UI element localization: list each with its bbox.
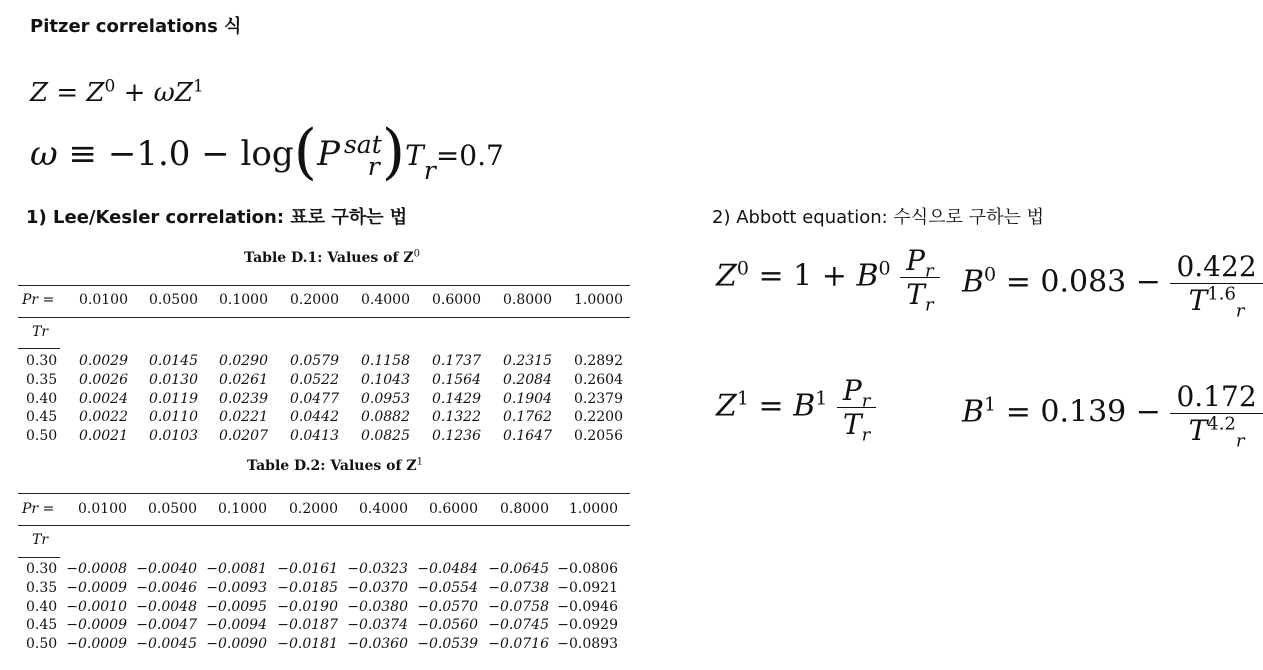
table-cell: −0.0921 — [557, 579, 618, 596]
row-tr-value: 0.40 — [26, 390, 58, 407]
table-caption-sup: 0 — [413, 248, 420, 260]
table-cell: 0.1158 — [361, 353, 410, 369]
pr-label: Pr = — [22, 292, 55, 308]
table-cell: 0.0021 — [79, 428, 128, 445]
row-tr-value: 0.40 — [26, 598, 58, 615]
table-cell: −0.0048 — [136, 598, 197, 615]
table-cell: 0.0103 — [149, 428, 198, 445]
table-cell: 0.0579 — [290, 353, 339, 369]
table-cell: 0.2056 — [574, 428, 623, 445]
table-cell: 0.2084 — [503, 371, 552, 388]
fraction-b0: $\frac{0.422}{T^{1.6}_r}$ — [1170, 250, 1262, 317]
row-tr-value: 0.35 — [26, 371, 58, 388]
table-cell: −0.0187 — [277, 617, 338, 634]
table-cell: −0.0806 — [557, 561, 618, 577]
left-paren: ( — [293, 117, 318, 187]
table-top-rule — [18, 493, 630, 494]
column-header: 0.0500 — [148, 501, 197, 517]
table-cell: −0.0185 — [277, 579, 338, 596]
column-header: 0.2000 — [290, 292, 339, 308]
row-tr-value: 0.50 — [26, 428, 58, 445]
table-cell: −0.0380 — [347, 598, 408, 615]
table-cell: 0.0029 — [79, 353, 128, 369]
table-cell: −0.0929 — [557, 617, 618, 634]
table-cell: −0.0745 — [488, 617, 549, 634]
table-cell: −0.0645 — [488, 561, 549, 577]
table-cell: 0.1762 — [503, 409, 552, 426]
section-lee-kesler-title: 1) Lee/Kesler correlation: 표로 구하는 법 — [26, 207, 408, 228]
table-cell: −0.0181 — [277, 636, 338, 653]
table-cell: −0.0009 — [66, 636, 127, 653]
table-caption — [244, 250, 420, 266]
row-tr-value: 0.35 — [26, 579, 58, 596]
row-tr-value: 0.30 — [26, 353, 58, 369]
column-header: 0.6000 — [429, 501, 478, 517]
table-cell: 0.1904 — [503, 390, 552, 407]
table-cell: 0.2892 — [574, 353, 623, 369]
table-cell: 0.2604 — [574, 371, 623, 388]
tr-label: Tr — [32, 324, 49, 340]
table-cell: −0.0946 — [557, 598, 618, 615]
psat-stack: sat r — [343, 129, 382, 181]
column-header: 0.0500 — [149, 292, 198, 308]
column-header: 0.0100 — [79, 292, 128, 308]
table-cell: 0.1429 — [432, 390, 481, 407]
table-caption-sup: 1 — [416, 456, 423, 468]
table-cell: 0.0110 — [149, 409, 198, 426]
row-tr-value: 0.30 — [26, 561, 58, 577]
column-header: 0.0100 — [78, 501, 127, 517]
column-header: 0.8000 — [500, 501, 549, 517]
abbott-equation-b0: $B^0 = 0.083$ − $\frac{0.422}{T^{1.6}_r}$ — [962, 250, 1263, 317]
table-cell: −0.0190 — [277, 598, 338, 615]
column-header: 0.6000 — [432, 292, 481, 308]
table-cell: −0.0484 — [417, 561, 478, 577]
table-cell: −0.0046 — [136, 579, 197, 596]
table-cell: 0.0022 — [79, 409, 128, 426]
column-header: 0.1000 — [218, 501, 267, 517]
table-cell: 0.0119 — [149, 390, 198, 407]
pitzer-equation-omega: ω ≡ −1.0 − log(P sat r )$T_r=0.7$ — [30, 117, 504, 187]
row-tr-value: 0.45 — [26, 409, 58, 426]
table-cell: −0.0009 — [66, 617, 127, 634]
tr-underline — [18, 348, 60, 349]
abbott-equation-z1: $Z^1 = B^1$ $\frac{P_r}{T_r}$ — [716, 374, 876, 441]
column-header: 0.1000 — [219, 292, 268, 308]
column-header: 1.0000 — [569, 501, 618, 517]
table-cell: −0.0161 — [277, 561, 338, 577]
table-caption-text: Table D.1: Values of Z — [244, 250, 414, 266]
table-cell: 0.0477 — [290, 390, 339, 407]
table-cell: −0.0554 — [417, 579, 478, 596]
table-cell: 0.0522 — [290, 371, 339, 388]
tr-underline — [18, 557, 60, 558]
table-cell: −0.0570 — [417, 598, 478, 615]
table-cell: 0.0261 — [219, 371, 268, 388]
page-title: Pitzer correlations 식 — [30, 16, 242, 37]
table-cell: 0.2200 — [574, 409, 623, 426]
table-cell: 0.0290 — [219, 353, 268, 369]
abbott-equation-z0: $Z^0 = 1 + B^0$ $\frac{P_r}{T_r}$ — [716, 244, 940, 311]
table-cell: 0.0207 — [219, 428, 268, 445]
table-header-rule — [18, 317, 630, 318]
table-caption — [247, 458, 423, 474]
table-header-rule — [18, 525, 630, 526]
table-cell: −0.0374 — [347, 617, 408, 634]
table-cell: 0.0953 — [361, 390, 410, 407]
table-cell: −0.0370 — [347, 579, 408, 596]
table-cell: −0.0081 — [206, 561, 267, 577]
table-cell: 0.0221 — [219, 409, 268, 426]
table-cell: −0.0094 — [206, 617, 267, 634]
table-cell: 0.1564 — [432, 371, 481, 388]
fraction-pr-tr: $\frac{P_r}{T_r}$ — [900, 244, 939, 311]
pitzer-equation-z: $Z = Z^0 + \omega Z^1$ — [30, 76, 204, 108]
table-cell: 0.1647 — [503, 428, 552, 445]
table-cell: −0.0360 — [347, 636, 408, 653]
table-cell: 0.1322 — [432, 409, 481, 426]
table-cell: −0.0095 — [206, 598, 267, 615]
table-cell: 0.0145 — [149, 353, 198, 369]
table-cell: −0.0539 — [417, 636, 478, 653]
column-header: 0.4000 — [361, 292, 410, 308]
fraction-b1: $\frac{0.172}{T^{4.2}_r}$ — [1170, 380, 1262, 447]
table-cell: −0.0738 — [488, 579, 549, 596]
table-cell: 0.0442 — [290, 409, 339, 426]
table-cell: −0.0010 — [66, 598, 127, 615]
table-cell: −0.0560 — [417, 617, 478, 634]
table-cell: −0.0040 — [136, 561, 197, 577]
table-cell: −0.0758 — [488, 598, 549, 615]
table-cell: −0.0090 — [206, 636, 267, 653]
table-cell: −0.0045 — [136, 636, 197, 653]
row-tr-value: 0.50 — [26, 636, 58, 653]
table-cell: 0.0882 — [361, 409, 410, 426]
tr-label: Tr — [32, 532, 49, 548]
table-cell: 0.0825 — [361, 428, 410, 445]
table-top-rule — [18, 285, 630, 286]
table-cell: −0.0047 — [136, 617, 197, 634]
table-cell: −0.0323 — [347, 561, 408, 577]
table-cell: 0.0413 — [290, 428, 339, 445]
row-tr-value: 0.45 — [26, 617, 58, 634]
column-header: 0.4000 — [359, 501, 408, 517]
section-abbott-title: 2) Abbott equation: 수식으로 구하는 법 — [712, 207, 1044, 228]
table-cell: −0.0008 — [66, 561, 127, 577]
table-cell: 0.0024 — [79, 390, 128, 407]
table-cell: 0.1043 — [361, 371, 410, 388]
table-cell: −0.0893 — [557, 636, 618, 653]
pr-label: Pr = — [22, 501, 55, 517]
table-caption-text: Table D.2: Values of Z — [247, 458, 417, 474]
table-cell: 0.2379 — [574, 390, 623, 407]
fraction-pr-tr-2: $\frac{P_r}{T_r}$ — [837, 374, 876, 441]
table-cell: −0.0009 — [66, 579, 127, 596]
abbott-equation-b1: $B^1 = 0.139$ − $\frac{0.172}{T^{4.2}_r}$ — [962, 380, 1263, 447]
table-cell: 0.1236 — [432, 428, 481, 445]
table-cell: 0.0026 — [79, 371, 128, 388]
right-paren: ) — [381, 117, 406, 187]
table-cell: 0.0130 — [149, 371, 198, 388]
table-cell: 0.0239 — [219, 390, 268, 407]
column-header: 1.0000 — [574, 292, 623, 308]
column-header: 0.8000 — [503, 292, 552, 308]
table-cell: 0.1737 — [432, 353, 481, 369]
column-header: 0.2000 — [289, 501, 338, 517]
table-cell: −0.0093 — [206, 579, 267, 596]
table-cell: −0.0716 — [488, 636, 549, 653]
table-cell: 0.2315 — [503, 353, 552, 369]
